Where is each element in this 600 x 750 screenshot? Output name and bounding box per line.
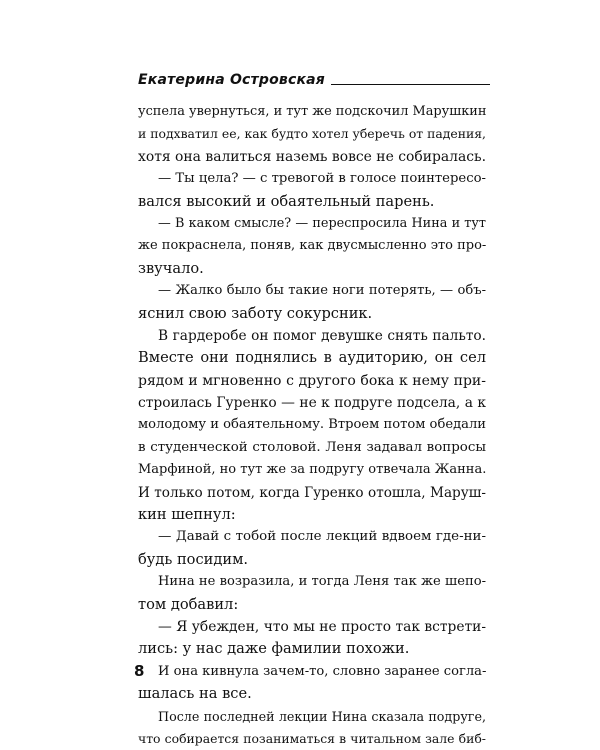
text-line: в студенческой столовой. Леня задавал вопросы [138, 439, 486, 455]
text-line: — Я убежден, что мы не просто так встрети- [158, 618, 486, 635]
text-line: — Ты цела? — с тревогой в голосе поинтересо- [158, 171, 486, 187]
text-line: Нина не возразила, и тогда Леня так же шепо- [158, 574, 486, 590]
text-line: успела увернуться, и тут же подскочил Марушкин [138, 104, 487, 119]
text-line: строилась Гуренко — не к подруге подсела, а к [138, 395, 486, 412]
page-number: 8 [134, 662, 145, 680]
text-line: шалась на все. [138, 685, 252, 703]
text-line: молодому и обаятельному. Втроем потом обедали [138, 417, 486, 433]
text-line: После последней лекции Нина сказала подруге, [158, 708, 486, 724]
text-line: кин шепнул: [138, 506, 236, 524]
text-line: — Давай с тобой после лекций вдвоем где-ни- [158, 529, 486, 545]
text-line: звучало. [138, 259, 204, 277]
running-header [138, 66, 490, 88]
text-line: лись: у нас даже фамилии похожи. [138, 640, 410, 658]
text-line: будь посидим. [138, 550, 249, 568]
text-line: яснил свою заботу сокурсник. [138, 304, 373, 322]
text-line: рядом и мгновенно с другого бока к нему при- [138, 372, 486, 389]
text-line: И она кивнула зачем-то, словно заранее согла- [158, 663, 487, 679]
text-line: же покраснела, поняв, как двусмысленно это про- [138, 238, 487, 254]
text-line: и подхватил ее, как будто хотел уберечь от падения, [138, 126, 486, 142]
body-text [138, 101, 486, 750]
text-line: том добавил: [138, 595, 239, 613]
author-name: Екатерина Островская [138, 72, 325, 88]
text-line: — Жалко было бы такие ноги потерять, — объ- [158, 283, 486, 299]
text-line: хотя она валиться наземь вовсе не собиралась. [138, 148, 486, 165]
text-line: И только потом, когда Гуренко отошла, Маруш- [138, 484, 486, 501]
text-line: что собирается позаниматься в читальном зале биб- [138, 730, 486, 746]
text-line: Марфиной, но тут же за подругу отвечала Жанна. [138, 462, 487, 478]
text-line: Вместе они поднялись в аудиторию, он сел [138, 349, 486, 367]
text-line: — В каком смысле? — переспросила Нина и тут [158, 215, 486, 231]
header-rule [331, 84, 490, 85]
text-line: В гардеробе он помог девушке снять пальто. [158, 327, 486, 344]
text-line: вался высокий и обаятельный парень. [138, 192, 435, 210]
